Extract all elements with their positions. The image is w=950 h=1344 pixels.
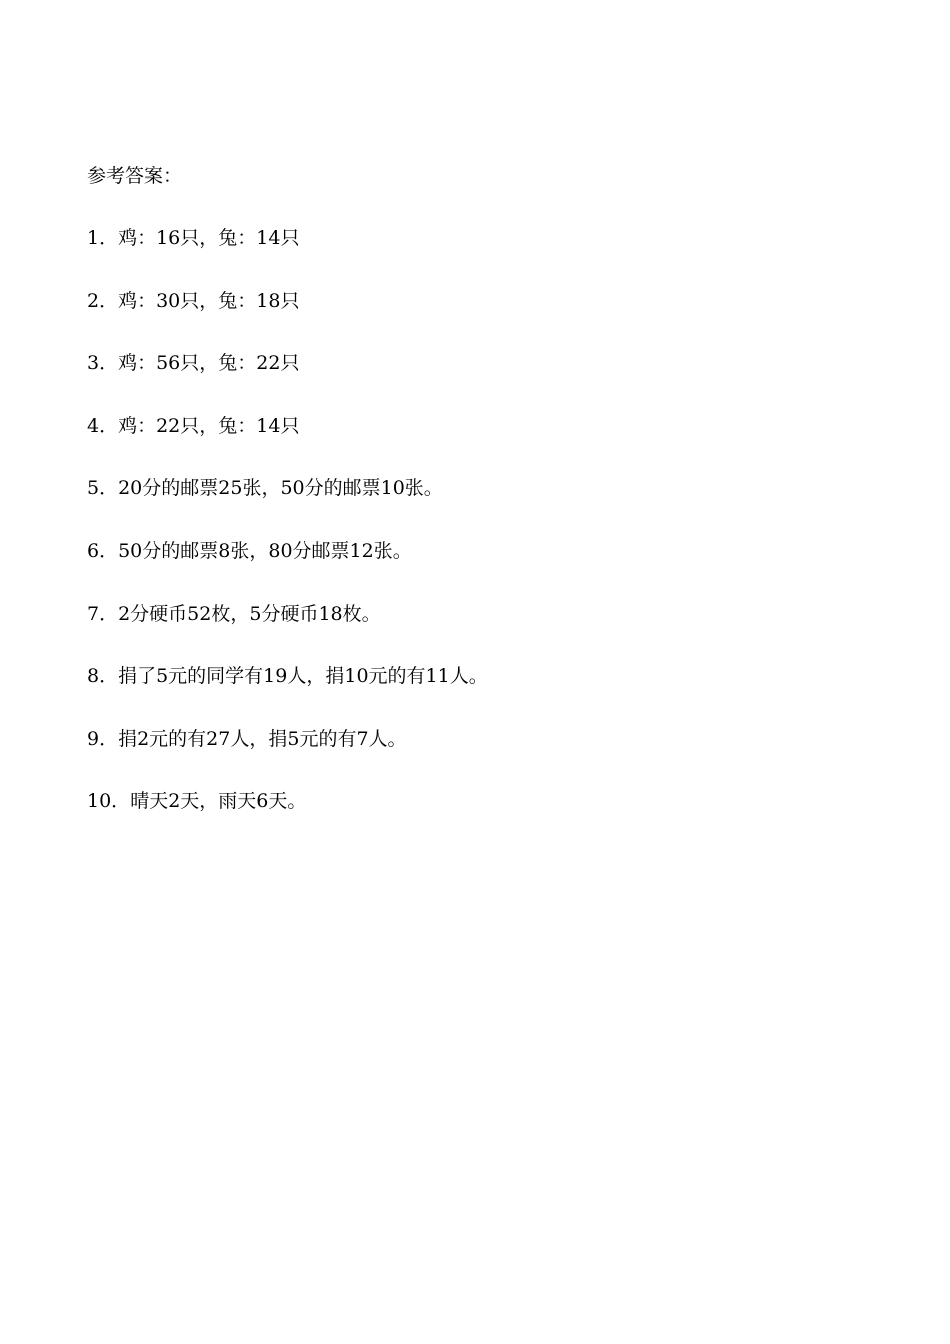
answer-number: 8． <box>87 665 119 688</box>
answer-text: 鸡：56只，兔：22只 <box>118 352 300 375</box>
answer-item <box>87 600 887 628</box>
answer-number: 4． <box>87 414 119 437</box>
answer-number: 7． <box>87 602 119 625</box>
answer-text: 捐了5元的同学有19人，捐10元的有11人。 <box>118 665 488 688</box>
answer-item <box>87 287 887 315</box>
answer-item <box>87 412 887 440</box>
answer-list <box>87 224 887 815</box>
answer-number: 5． <box>87 477 119 500</box>
answer-heading: 参考答案： <box>87 165 183 187</box>
answer-text: 鸡：22只，兔：14只 <box>118 414 300 437</box>
answer-section <box>87 162 887 850</box>
answer-item <box>87 662 887 690</box>
answer-text: 捐2元的有27人，捐5元的有7人。 <box>118 727 407 750</box>
answer-number: 6． <box>87 539 119 562</box>
answer-text: 2分硬币52枚，5分硬币18枚。 <box>118 602 381 625</box>
answer-item <box>87 474 887 502</box>
answer-item <box>87 224 887 252</box>
answer-number: 3． <box>87 352 119 375</box>
answer-text: 鸡：30只，兔：18只 <box>118 289 300 312</box>
answer-item <box>87 787 887 815</box>
answer-text: 鸡：16只，兔：14只 <box>118 227 300 249</box>
answer-number: 1． <box>87 227 119 249</box>
answer-item <box>87 725 887 753</box>
answer-text: 晴天2天，雨天6天。 <box>130 790 307 813</box>
answer-number: 2． <box>87 289 119 312</box>
answer-number: 10． <box>87 790 131 813</box>
answer-number: 9． <box>87 727 119 750</box>
answer-item <box>87 349 887 377</box>
answer-text: 50分的邮票8张，80分邮票12张。 <box>118 539 412 562</box>
answer-text: 20分的邮票25张，50分的邮票10张。 <box>118 477 443 500</box>
answer-item <box>87 537 887 565</box>
